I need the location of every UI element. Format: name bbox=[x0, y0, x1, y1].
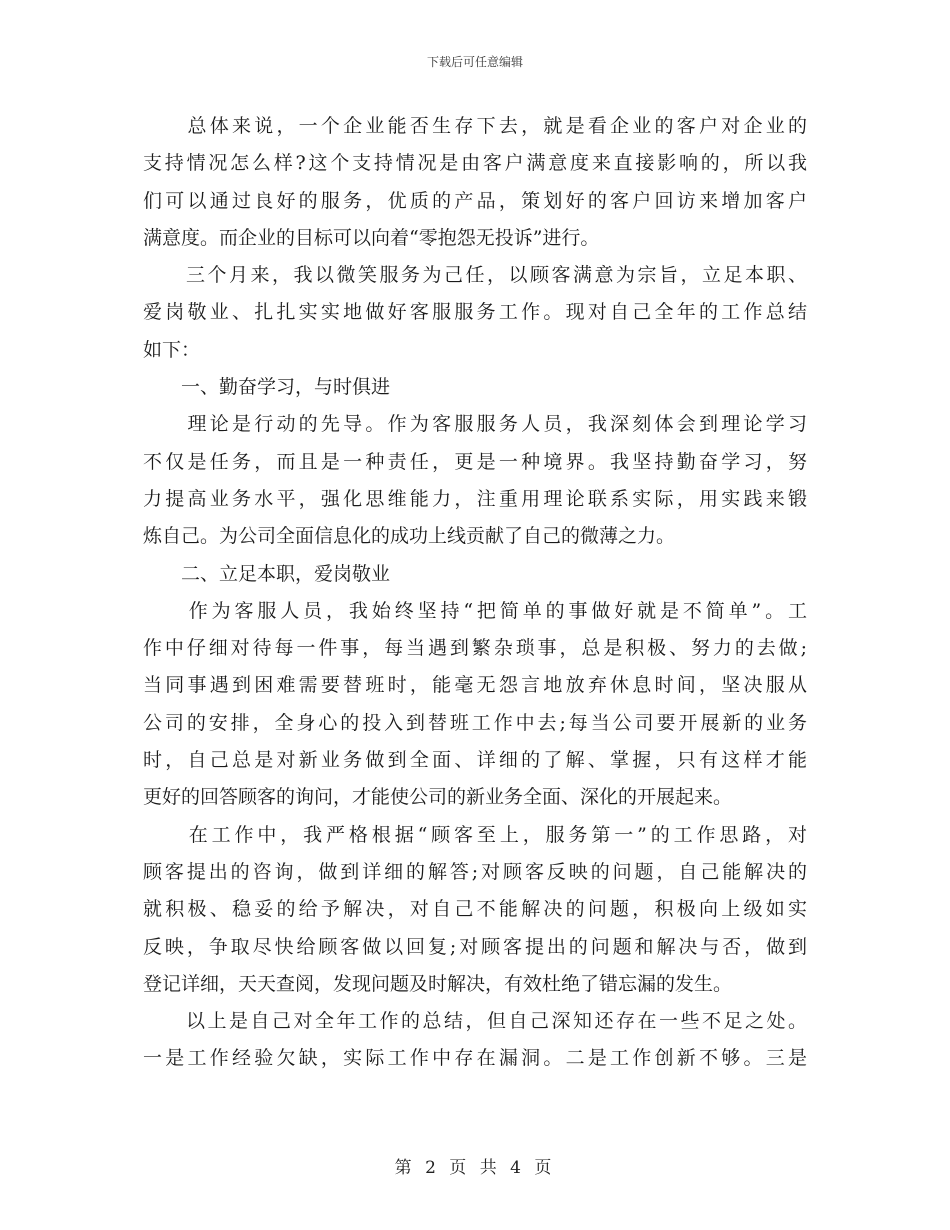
text-line: 在工作中，我严格根据“顾客至上，服务第一”的工作思路，对 bbox=[143, 823, 807, 846]
text-line: 总体来说，一个企业能否生存下去，就是看企业的客户对企业的 bbox=[143, 115, 807, 137]
text-line: 作为客服人员，我始终坚持“把简单的事做好就是不简单”。工 bbox=[143, 599, 807, 622]
text-line: 反映，争取尽快给顾客做以回复;对顾客提出的问题和解决与否，做到 bbox=[143, 935, 807, 958]
text-line: 支持情况怎么样?这个支持情况是由客户满意度来直接影响的，所以我 bbox=[143, 152, 807, 175]
text-line: 不仅是任务，而且是一种责任，更是一种境界。我坚持勤奋学习，努 bbox=[143, 450, 807, 473]
text-line: 登记详细，天天查阅，发现问题及时解决，有效杜绝了错忘漏的发生。 bbox=[143, 972, 733, 995]
text-line: 公司的安排，全身心的投入到替班工作中去;每当公司要开展新的业务 bbox=[143, 711, 807, 734]
text-line: 作中仔细对待每一件事，每当遇到繁杂琐事，总是积极、努力的去做; bbox=[143, 637, 807, 660]
page-header-note: 下载后可任意编辑 bbox=[426, 55, 523, 69]
text-line: 二、立足本职，爱岗敬业 bbox=[143, 562, 391, 585]
text-line: 以上是自己对全年工作的总结，但自己深知还存在一些不足之处。 bbox=[143, 1010, 807, 1033]
text-line: 时，自己总是对新业务做到全面、详细的了解、掌握，只有这样才能 bbox=[143, 749, 807, 772]
text-line: 就积极、稳妥的给予解决，对自己不能解决的问题，积极向上级如实 bbox=[143, 898, 807, 921]
text-line: 们可以通过良好的服务，优质的产品，策划好的客户回访来增加客户 bbox=[143, 189, 807, 212]
text-line: 力提高业务水平，强化思维能力，注重用理论联系实际，用实践来锻 bbox=[143, 487, 807, 510]
text-line: 三个月来，我以微笑服务为己任，以顾客满意为宗旨，立足本职、 bbox=[143, 264, 807, 287]
text-line: 满意度。而企业的目标可以向着“零抱怨无投诉”进行。 bbox=[143, 226, 600, 249]
text-line: 爱岗敬业、扎扎实实地做好客服服务工作。现对自己全年的工作总结 bbox=[143, 301, 807, 324]
text-line: 顾客提出的咨询，做到详细的解答;对顾客反映的问题，自己能解决的 bbox=[143, 860, 807, 883]
text-line: 炼自己。为公司全面信息化的成功上线贡献了自己的微薄之力。 bbox=[143, 525, 676, 548]
text-line: 理论是行动的先导。作为客服服务人员，我深刻体会到理论学习 bbox=[143, 413, 807, 436]
page-number-footer: 第 2 页 共 4 页 bbox=[394, 1158, 556, 1178]
text-line: 当同事遇到困难需要替班时，能毫无怨言地放弃休息时间，坚决服从 bbox=[143, 674, 807, 697]
document-body bbox=[143, 108, 807, 1078]
text-line: 一是工作经验欠缺，实际工作中存在漏洞。二是工作创新不够。三是 bbox=[143, 1047, 807, 1070]
text-line: 一、勤奋学习，与时俱进 bbox=[143, 376, 391, 399]
text-line: 更好的回答顾客的询问，才能使公司的新业务全面、深化的开展起来。 bbox=[143, 786, 733, 809]
text-line: 如下： bbox=[143, 338, 201, 361]
